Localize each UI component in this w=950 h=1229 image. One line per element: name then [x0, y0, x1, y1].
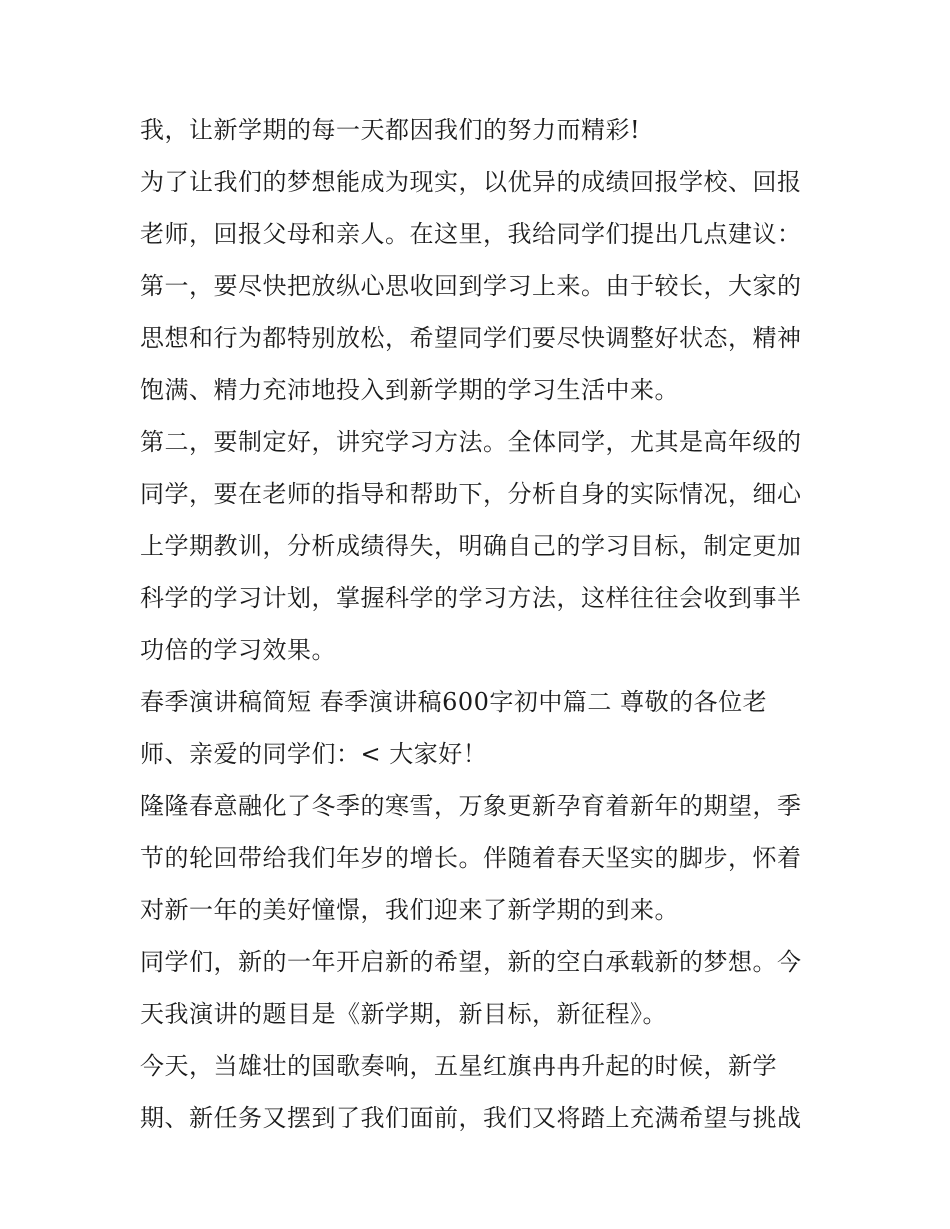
- text-line: 春季演讲稿简短 春季演讲稿600字初中篇二 尊敬的各位老: [140, 688, 768, 716]
- text-line: 第二，要制定好，讲究学习方法。全体同学，尤其是高年级的: [140, 428, 802, 456]
- text-line: 节的轮回带给我们年岁的增长。伴随着春天坚实的脚步，怀着: [140, 844, 802, 872]
- text-line: 第一，要尽快把放纵心思收回到学习上来。由于较长，大家的: [140, 272, 802, 300]
- text-line: 我，让新学期的每一天都因我们的努力而精彩!: [140, 116, 641, 144]
- text-line: 科学的学习计划，掌握科学的学习方法，这样往往会收到事半: [140, 584, 802, 612]
- text-line: 对新一年的美好憧憬，我们迎来了新学期的到来。: [140, 896, 679, 924]
- text-line: 思想和行为都特别放松，希望同学们要尽快调整好状态，精神: [140, 324, 802, 352]
- text-line: 为了让我们的梦想能成为现实，以优异的成绩回报学校、回报: [140, 168, 802, 196]
- text-line: 隆隆春意融化了冬季的寒雪，万象更新孕育着新年的期望，季: [140, 792, 802, 820]
- document-body: [140, 110, 820, 1150]
- text-line: 天我演讲的题目是《新学期，新目标，新征程》。: [140, 1000, 667, 1028]
- text-line: 老师，回报父母和亲人。在这里，我给同学们提出几点建议：: [140, 220, 802, 248]
- text-line: 同学，要在老师的指导和帮助下，分析自身的实际情况，细心: [140, 480, 802, 508]
- text-line: 今天，当雄壮的国歌奏响，五星红旗冉冉升起的时候，新学: [140, 1052, 777, 1080]
- text-line: 功倍的学习效果。: [140, 636, 336, 664]
- text-line: 期、新任务又摆到了我们面前，我们又将踏上充满希望与挑战: [140, 1104, 802, 1132]
- text-line: 同学们，新的一年开启新的希望，新的空白承载新的梦想。今: [140, 948, 802, 976]
- text-line: 上学期教训，分析成绩得失，明确自己的学习目标，制定更加: [140, 532, 802, 560]
- text-line: 饱满、精力充沛地投入到新学期的学习生活中来。: [140, 376, 679, 404]
- text-line: 师、亲爱的同学们：< 大家好！: [140, 740, 488, 768]
